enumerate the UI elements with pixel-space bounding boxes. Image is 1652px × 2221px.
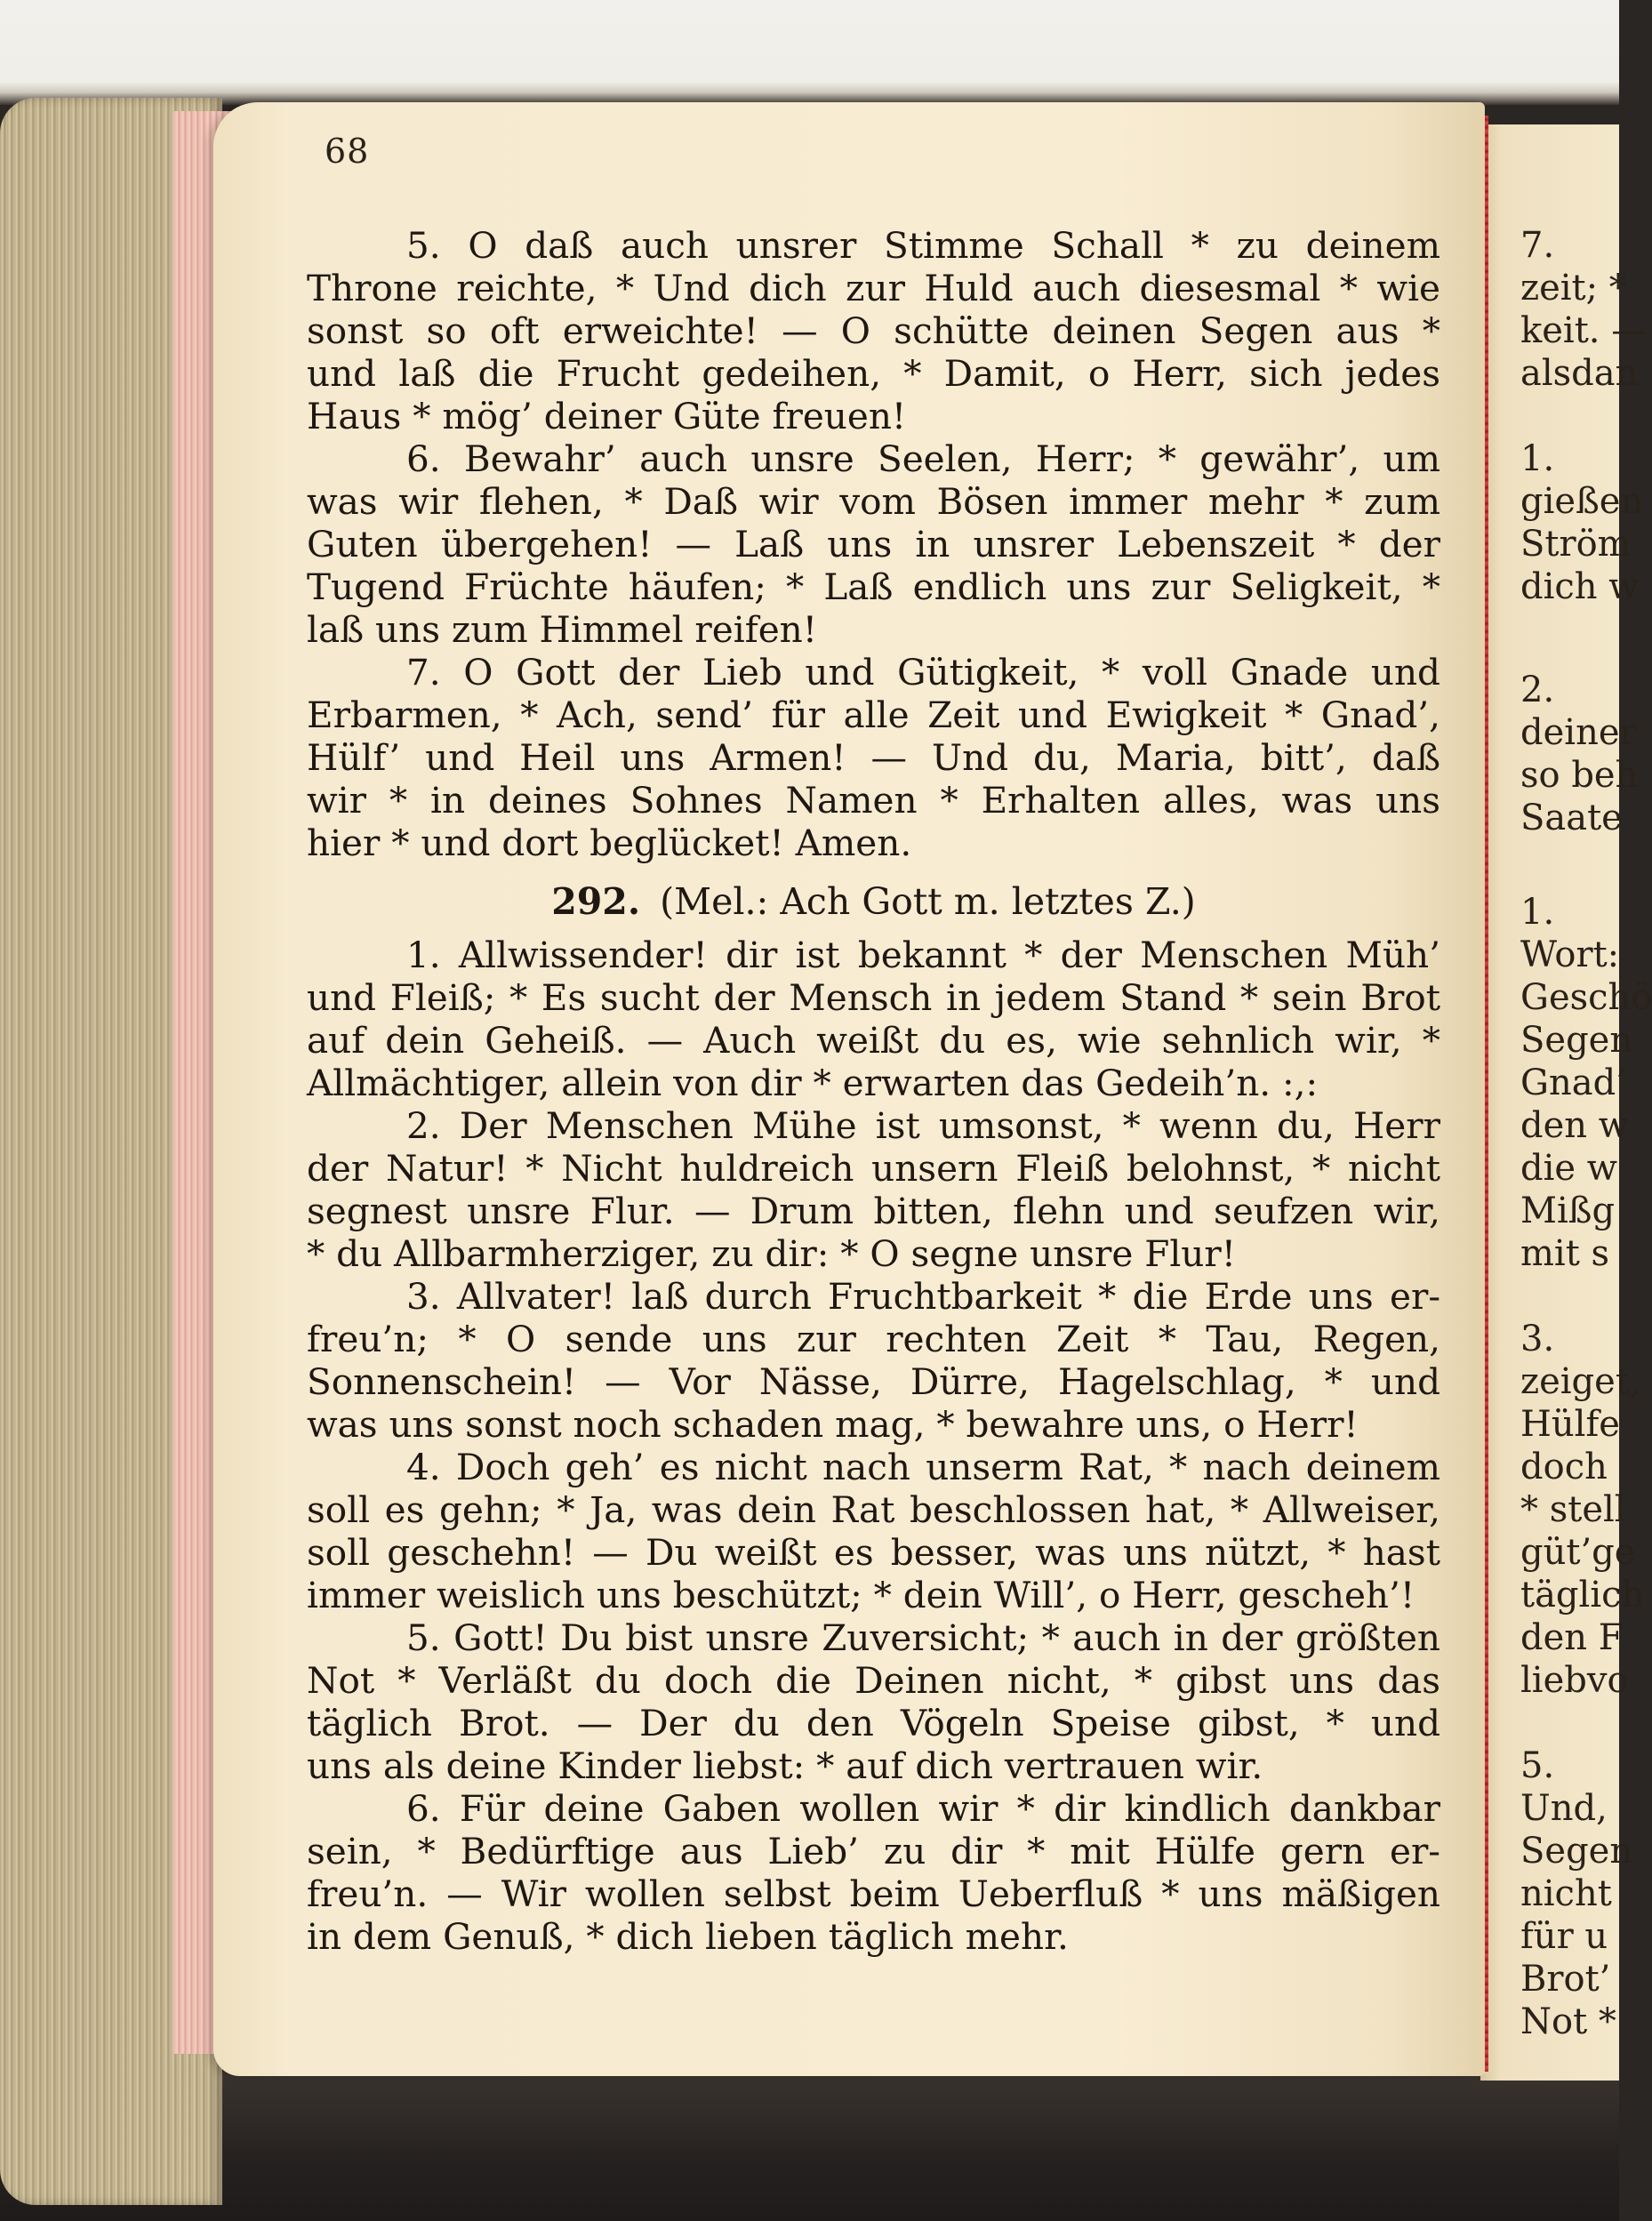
text-line: Allmächtiger, allein von dir * erwarten das Gedeih’n. :,: (307, 1062, 1319, 1104)
text-line: Sonnenschein! — Vor Nässe, Dürre, Hagelschlag, * und (307, 1360, 1440, 1403)
bottom-background (0, 2072, 1619, 2221)
facing-fragment: Und, (1520, 1788, 1608, 1829)
text-line: 7. O Gott der Lieb und Gütigkeit, * voll Gnade und (406, 651, 1440, 694)
verse (307, 1275, 1440, 1446)
text-line: Guten übergehen! — Laß uns in unsrer Lebenszeit * der (307, 523, 1440, 565)
facing-fragment: Brot’ (1520, 1959, 1611, 2000)
text-line: und Fleiß; * Es sucht der Mensch in jedem Stand * sein Brot (307, 976, 1440, 1019)
text-line: sonst so oft erweichte! — O schütte deinen Segen aus * (307, 309, 1440, 352)
facing-fragment: güt’ge (1520, 1532, 1636, 1573)
text-line: was wir flehen, * Daß wir vom Bösen immer mehr * zum (307, 480, 1440, 523)
text-line: freu’n. — Wir wollen selbst beim Ueberfluß * uns mäßigen (307, 1872, 1440, 1915)
facing-fragment: gießen (1520, 481, 1644, 522)
text-line: täglich Brot. — Der du den Vögeln Speise gibst, * und (307, 1702, 1440, 1744)
facing-fragment: den F (1520, 1617, 1624, 1658)
text-line: wir * in deines Sohnes Namen * Erhalten alles, was uns (307, 779, 1440, 822)
text-line: Hülf’ und Heil uns Armen! — Und du, Maria, bitt’, daß (307, 736, 1440, 779)
facing-fragment: 3. (1520, 1319, 1555, 1359)
text-line: 1. Allwissender! dir ist bekannt * der Menschen Müh’ (406, 934, 1440, 976)
verse (307, 1616, 1440, 1787)
facing-fragment: zeit; * (1520, 268, 1627, 309)
text-line: soll geschehn! — Du weißt es besser, was uns nützt, * hast (307, 1531, 1440, 1574)
facing-fragment: für u (1520, 1916, 1608, 1957)
facing-fragment: mit s (1520, 1233, 1610, 1274)
facing-fragment: 7. (1520, 225, 1555, 266)
text-line: soll es gehn; * Ja, was dein Rat beschlossen hat, * Allweiser, (307, 1488, 1440, 1531)
text-line: * du Allbarmherziger, zu dir: * O segne unsre Flur! (307, 1232, 1237, 1275)
facing-fragment: Saate (1520, 798, 1623, 838)
text-line: immer weislich uns beschützt; * dein Will’, o Herr, gescheh’! (307, 1574, 1415, 1616)
hymn-292-verses (307, 934, 1440, 1958)
hymn-text (307, 224, 1440, 1958)
text-line: laß uns zum Himmel reifen! (307, 608, 818, 651)
facing-fragment: den w (1520, 1105, 1629, 1146)
text-line: freu’n; * O sende uns zur rechten Zeit * Tau, Regen, (307, 1318, 1440, 1360)
text-line: auf dein Geheiß. — Auch weißt du es, wie sehnlich wir, * (307, 1019, 1440, 1062)
facing-page (1480, 124, 1652, 2081)
facing-fragment: Ström (1520, 524, 1632, 565)
text-line: Throne reichte, * Und dich zur Huld auch diesesmal * wie (307, 267, 1440, 309)
facing-fragment: keit. — (1520, 310, 1648, 351)
facing-fragment: Hülfe (1520, 1404, 1620, 1445)
facing-fragment: Gnad’ (1520, 1062, 1627, 1103)
text-line: Not * Verläßt du doch die Deinen nicht, * gibst uns das (307, 1659, 1440, 1702)
verse (307, 1104, 1440, 1275)
verse (307, 224, 1440, 437)
text-line: Haus * mög’ deiner Güte freuen! (307, 395, 907, 437)
facing-fragment: Segen (1520, 1831, 1633, 1872)
text-line: 2. Der Menschen Mühe ist umsonst, * wenn du, Herr (406, 1104, 1440, 1147)
hymn-291-verses (307, 224, 1440, 864)
facing-fragment: zeiget, (1520, 1361, 1641, 1402)
facing-fragment: alsdan (1520, 353, 1639, 394)
facing-fragment: dich w (1520, 566, 1640, 607)
text-line: der Natur! * Nicht huldreich unsern Fleiß belohnst, * nicht (307, 1147, 1440, 1190)
top-background (0, 0, 1619, 105)
facing-fragment: Segen (1520, 1020, 1633, 1061)
text-line: hier * und dort beglücket! Amen. (307, 822, 912, 864)
text-line: 5. O daß auch unsrer Stimme Schall * zu deinem (406, 224, 1440, 267)
facing-fragment: 1. (1520, 438, 1555, 479)
facing-fragment: die w (1520, 1148, 1618, 1189)
verse (307, 934, 1440, 1104)
facing-fragment: täglich (1520, 1575, 1645, 1616)
page-number: 68 (325, 132, 370, 171)
verse (307, 1446, 1440, 1616)
text-line: 6. Für deine Gaben wollen wir * dir kindlich dankbar (406, 1787, 1440, 1830)
text-line: segnest unsre Flur. — Drum bitten, flehn und seufzen wir, (307, 1190, 1440, 1232)
text-line: Erbarmen, * Ach, send’ für alle Zeit und Ewigkeit * Gnad’, (307, 694, 1440, 736)
text-line: sein, * Bedürftige aus Lieb’ zu dir * mit Hülfe gern er- (307, 1830, 1440, 1872)
text-line: 4. Doch geh’ es nicht nach unserm Rat, * nach deinem (406, 1446, 1440, 1488)
facing-fragment: doch (1520, 1447, 1608, 1487)
text-line: 3. Allvater! laß durch Fruchtbarkeit * die Erde uns er- (406, 1275, 1440, 1318)
text-line: 6. Bewahr’ auch unsre Seelen, Herr; * gewähr’, um (406, 437, 1440, 480)
verse (307, 651, 1440, 864)
verse (307, 1787, 1440, 1958)
text-line: Tugend Früchte häufen; * Laß endlich uns zur Seligkeit, * (307, 565, 1440, 608)
text-line: in dem Genuß, * dich lieben täglich mehr. (307, 1915, 1069, 1958)
text-line: uns als deine Kinder liebst: * auf dich vertrauen wir. (307, 1744, 1263, 1787)
verse (307, 437, 1440, 651)
facing-fragment: Mißg (1520, 1191, 1616, 1231)
facing-fragment: 1. (1520, 892, 1555, 933)
facing-fragment: * stell (1520, 1489, 1626, 1530)
facing-fragment: 5. (1520, 1745, 1555, 1786)
facing-fragment: nicht (1520, 1873, 1612, 1914)
facing-fragment: liebvo (1520, 1660, 1629, 1701)
text-line: und laß die Frucht gedeihen, * Damit, o Herr, sich jedes (307, 352, 1440, 395)
facing-fragment: so beh (1520, 755, 1639, 796)
text-line: 5. Gott! Du bist unsre Zuversicht; * auch in der größten (406, 1616, 1440, 1659)
hymn-melody: (Mel.: Ach Gott m. letztes Z.) (660, 880, 1196, 923)
hymn-heading (307, 880, 1440, 923)
facing-fragment: Geschö (1520, 977, 1652, 1018)
text-line: was uns sonst noch schaden mag, * bewahre uns, o Herr! (307, 1403, 1359, 1446)
facing-fragment: 2. (1520, 670, 1555, 710)
facing-fragment: Not * (1520, 2001, 1616, 2042)
facing-fragment: Wort: (1520, 934, 1620, 975)
hymn-number: 292. (551, 880, 641, 923)
facing-fragment: deiner (1520, 712, 1637, 753)
